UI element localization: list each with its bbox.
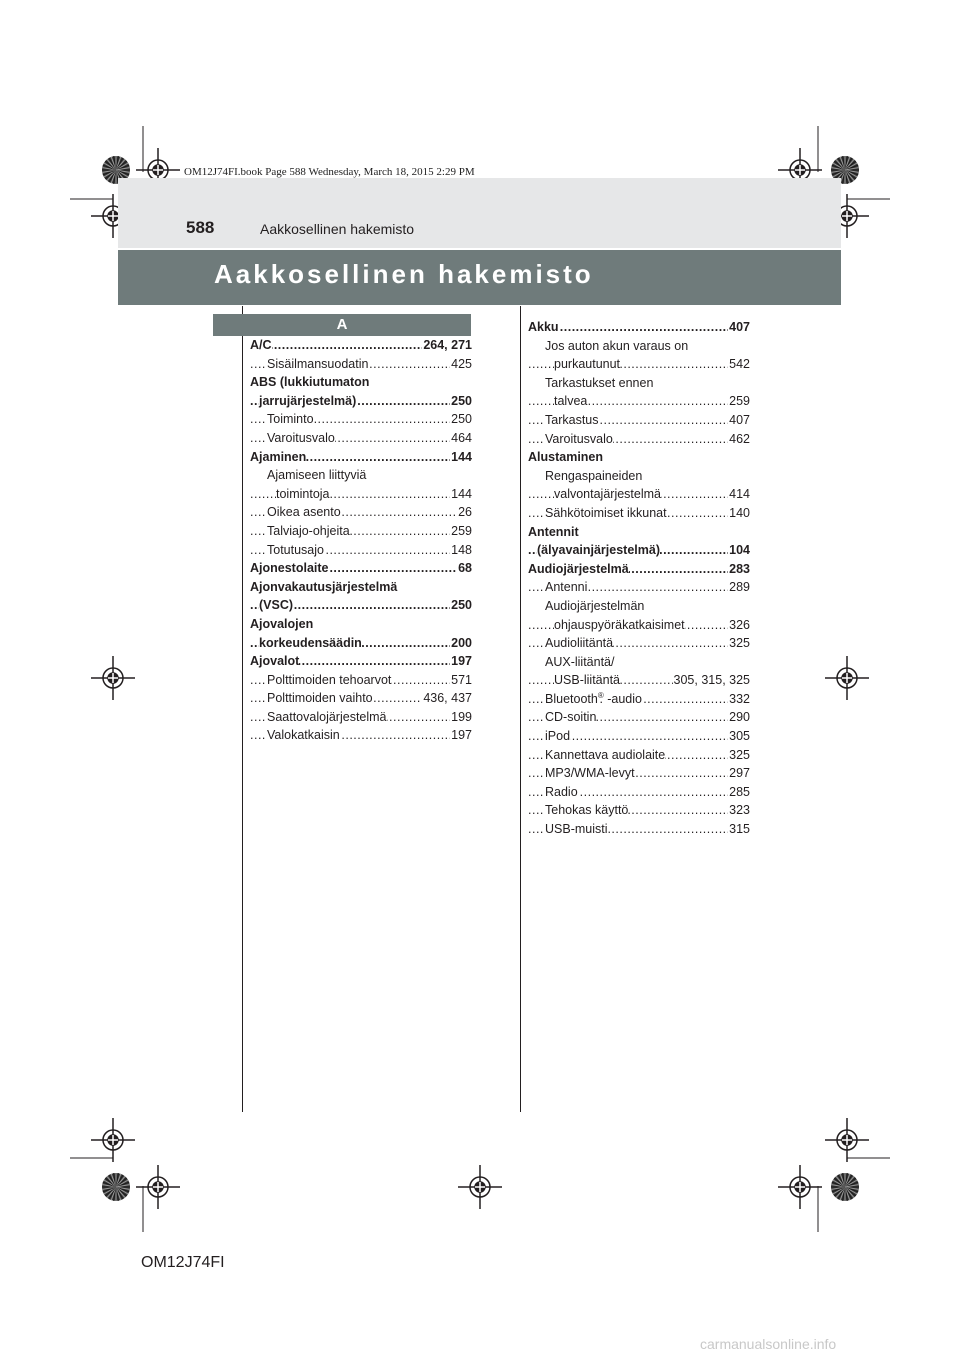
- index-entry-page: 571: [450, 671, 472, 690]
- index-entry: [528, 411, 750, 430]
- crosshair-mark: [91, 1118, 135, 1162]
- index-entry-term: Jos auton akun varaus on: [545, 338, 689, 353]
- index-entry: [528, 708, 750, 727]
- index-entry-term: (älyavainjärjestelmä): [537, 543, 660, 558]
- index-entry-page: 325: [728, 746, 750, 765]
- index-entry-page: 542: [728, 355, 750, 374]
- index-entry: [250, 652, 472, 671]
- index-entry-term: Varoitusvalo: [545, 431, 613, 446]
- index-entry: [528, 634, 750, 653]
- index-entry-page: 259: [728, 392, 750, 411]
- index-entry-page: 264, 271: [422, 336, 472, 355]
- index-entry-term: Rengaspaineiden: [545, 468, 643, 483]
- index-entry-term: Tarkastus: [545, 412, 599, 427]
- index-entry-page: 323: [728, 801, 750, 820]
- index-entry: [528, 764, 750, 783]
- index-entry-term: jarrujärjestelmä): [259, 393, 357, 408]
- column-rule-left: [242, 306, 243, 1112]
- index-entry: [250, 596, 472, 615]
- index-entry: [528, 355, 750, 374]
- index-entry-page: 285: [728, 783, 750, 802]
- page-title: Aakkosellinen hakemisto: [214, 259, 594, 289]
- index-entry-page: 250: [450, 410, 472, 429]
- index-entry-term: Sähkötoimiset ikkunat: [545, 505, 667, 520]
- index-entry-term: Valokatkaisin: [267, 728, 340, 743]
- index-entry: [250, 503, 472, 522]
- starburst-mark: [831, 1173, 859, 1201]
- index-entry-page: 259: [450, 522, 472, 541]
- index-entry: [528, 448, 750, 467]
- index-entry-term: Ajovalot: [250, 654, 300, 669]
- crosshair-mark: [458, 1165, 502, 1209]
- index-entry-term: Audiojärjestelmä: [528, 561, 629, 576]
- crosshair-mark: [825, 1118, 869, 1162]
- index-entry-page: 104: [728, 541, 750, 560]
- index-entry-term-suffix: -audio: [603, 691, 642, 706]
- index-entry-term: Audioliitäntä: [545, 636, 614, 651]
- index-entry-term: toimintoja: [276, 486, 330, 501]
- index-entry-page: 325: [728, 634, 750, 653]
- index-entry-term: ABS (lukkiutumaton: [250, 375, 370, 390]
- index-entry: [250, 522, 472, 541]
- index-entry-term: Audiojärjestelmän: [545, 598, 645, 613]
- index-entry-page: 140: [728, 504, 750, 523]
- index-entry-term: A/C: [250, 338, 272, 352]
- footer-code: OM12J74FI: [141, 1254, 225, 1271]
- index-entry-page: 305, 315, 325: [673, 671, 750, 690]
- index-entry-term: ohjauspyöräkatkaisimet: [554, 617, 685, 632]
- index-entry-term: talvea: [554, 394, 588, 409]
- index-entry-term: Saattovalojärjestelmä: [267, 709, 387, 724]
- index-entry-term: valvontajärjestelmä: [554, 487, 661, 502]
- index-entry-page: 407: [728, 318, 750, 337]
- crosshair-mark: [91, 656, 135, 700]
- index-entry-term: Radio: [545, 784, 578, 799]
- header-band: [118, 178, 841, 248]
- index-entry-page: 148: [450, 541, 472, 560]
- index-entry: [528, 430, 750, 449]
- index-entry: [528, 485, 750, 504]
- index-entry-term: Sisäilmansuodatin: [267, 356, 369, 371]
- index-entry: [528, 671, 750, 690]
- index-entry: [250, 485, 472, 504]
- index-entry-term: CD-soitin: [545, 710, 597, 725]
- index-entry-term: Antennit: [528, 524, 579, 539]
- running-header: Aakkosellinen hakemisto: [260, 221, 415, 237]
- index-entry-term: (VSC): [259, 598, 294, 613]
- index-entry-term: Talviajo-ohjeita: [267, 523, 350, 538]
- index-entry-page: 250: [450, 392, 472, 411]
- index-entry-term: Ajovalojen: [250, 616, 314, 631]
- index-entry-term: Ajonestolaite: [250, 561, 329, 576]
- index-entry: [528, 746, 750, 765]
- index-entry-page: 197: [450, 652, 472, 671]
- index-entry-term: Ajamiseen liittyviä: [267, 468, 367, 483]
- index-entry-term: Polttimoiden tehoarvot: [267, 672, 392, 687]
- index-entry-page: 425: [450, 355, 472, 374]
- registered-mark: ®: [597, 690, 604, 700]
- index-entry-term: Ajonvakautusjärjestelmä: [250, 579, 398, 594]
- index-entry: [528, 653, 750, 672]
- index-entry-page: 250: [450, 596, 472, 615]
- index-entry-term: Alustaminen: [528, 450, 604, 465]
- file-stamp: OM12J74FI.book Page 588 Wednesday, March 18, 2015 2:29 PM: [184, 166, 475, 178]
- index-entry: [250, 448, 472, 467]
- index-entry: [250, 634, 472, 653]
- index-entry: [528, 392, 750, 411]
- index-entry: [250, 671, 472, 690]
- crosshair-mark: [778, 1165, 822, 1209]
- index-entry-page: 332: [728, 690, 750, 709]
- index-entry-page: 414: [728, 485, 750, 504]
- section-letter-bar: A: [213, 314, 471, 336]
- index-entry-term: Ajaminen: [250, 449, 307, 464]
- column-rule-right: [520, 306, 521, 1112]
- index-entry: [528, 597, 750, 616]
- index-entry: [250, 336, 472, 355]
- index-entry-term: Oikea asento: [267, 505, 341, 520]
- index-entry: [528, 318, 750, 337]
- index-entry: [250, 429, 472, 448]
- index-entry: [250, 615, 472, 634]
- index-entry-term: Toiminto: [267, 412, 314, 427]
- index-entry: [250, 466, 472, 485]
- index-entry: [250, 373, 472, 392]
- index-entry-page: 290: [728, 708, 750, 727]
- index-entry: [528, 504, 750, 523]
- index-entry-page: 197: [450, 726, 472, 745]
- index-entry: [250, 392, 472, 411]
- index-entry: [250, 559, 472, 578]
- index-entry-page: 326: [728, 616, 750, 635]
- index-entry-term: Tehokas käyttö: [545, 803, 629, 818]
- index-entry: [528, 820, 750, 839]
- index-entry-page: 68: [457, 559, 472, 578]
- index-entry-term: USB-muisti: [545, 822, 608, 837]
- index-entry: [528, 374, 750, 393]
- index-entry-page: 462: [728, 430, 750, 449]
- index-entry-term: Akku: [528, 320, 559, 334]
- index-entry-page: 297: [728, 764, 750, 783]
- index-entry-term: purkautunut: [554, 357, 621, 372]
- index-entry: [528, 690, 750, 709]
- index-entry-term: Kannettava audiolaite: [545, 747, 666, 762]
- index-entry-page: 144: [450, 448, 472, 467]
- index-entry-term: Polttimoiden vaihto: [267, 691, 373, 706]
- watermark: carmanualsonline.info: [700, 1336, 837, 1352]
- index-entry-term: korkeudensäädin: [259, 635, 362, 650]
- index-entry-term: Tarkastukset ennen: [545, 375, 654, 390]
- index-entry: [250, 410, 472, 429]
- index-entry-page: 199: [450, 708, 472, 727]
- index-entry-term: Bluetooth: [545, 691, 598, 706]
- index-entry-term: Totutusajo: [267, 542, 324, 557]
- index-entry: [528, 523, 750, 542]
- index-entry: [250, 355, 472, 374]
- index-entry-term: iPod: [545, 729, 571, 744]
- index-entry: [528, 337, 750, 356]
- index-entry: [528, 560, 750, 579]
- index-entry: [528, 783, 750, 802]
- index-entry-term: AUX-liitäntä/: [545, 654, 615, 669]
- index-entry: [250, 726, 472, 745]
- crosshair-mark: [825, 656, 869, 700]
- index-entry: [528, 616, 750, 635]
- index-entry-page: 26: [457, 503, 472, 522]
- index-column-right: [528, 318, 750, 839]
- index-entry-page: 305: [728, 727, 750, 746]
- index-entry-term: Varoitusvalo: [267, 430, 335, 445]
- index-entry-page: 289: [728, 578, 750, 597]
- index-entry-page: 315: [728, 820, 750, 839]
- index-entry-term: USB-liitäntä: [554, 673, 620, 688]
- index-entry-page: 436, 437: [422, 689, 472, 708]
- index-entry-page: 283: [728, 560, 750, 579]
- index-entry: [528, 467, 750, 486]
- index-entry-page: 200: [450, 634, 472, 653]
- index-entry: [528, 541, 750, 560]
- index-entry: [528, 578, 750, 597]
- index-entry: [250, 541, 472, 560]
- index-entry-term: MP3/WMA-levyt: [545, 766, 635, 781]
- index-entry-page: 144: [450, 485, 472, 504]
- index-entry-term: Antenni: [545, 580, 588, 595]
- index-column-left: [250, 336, 472, 745]
- index-entry: [250, 708, 472, 727]
- index-entry: [528, 727, 750, 746]
- index-entry: [528, 801, 750, 820]
- index-entry: [250, 689, 472, 708]
- index-entry-page: 464: [450, 429, 472, 448]
- index-entry-page: 407: [728, 411, 750, 430]
- page-number: 588: [186, 218, 215, 237]
- index-entry: [250, 578, 472, 597]
- starburst-mark: [102, 1173, 130, 1201]
